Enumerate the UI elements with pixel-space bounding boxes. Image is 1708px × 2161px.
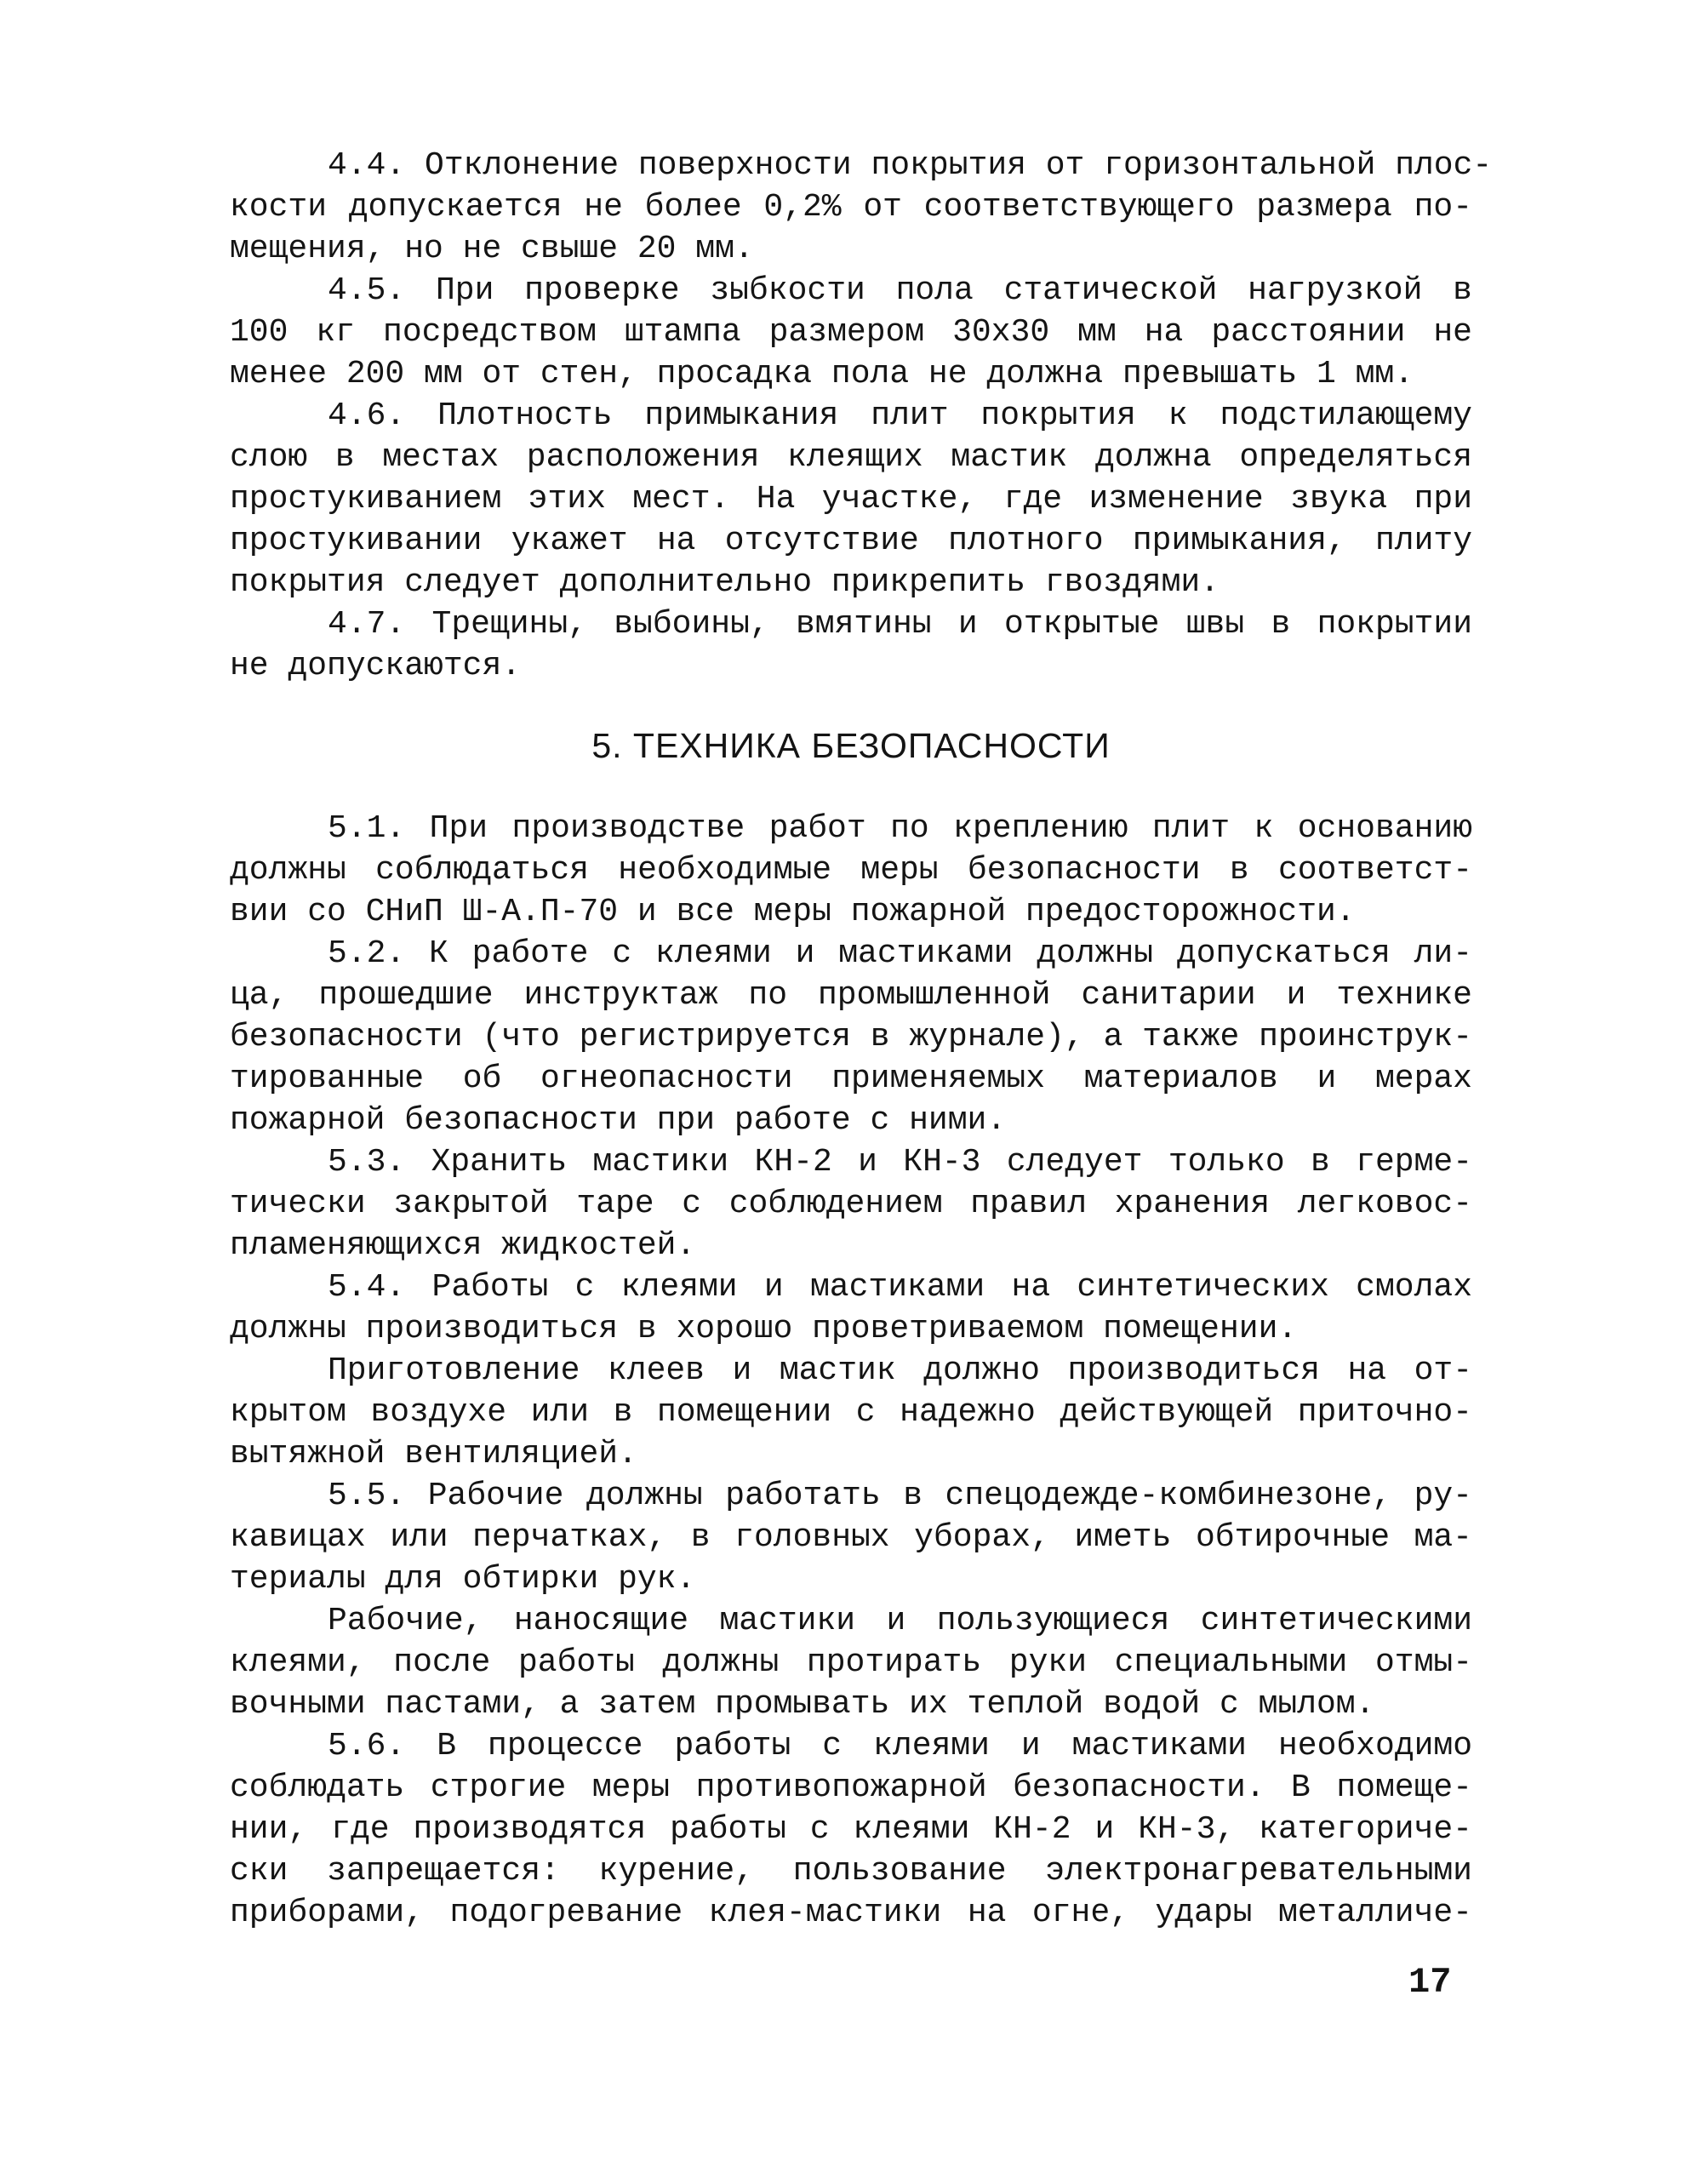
text-line: безопасности (что регистрируется в журнале), а также проинструк- — [230, 1019, 1472, 1055]
text-line: кости допускается не более 0,2% от соответствующего размера по- — [230, 189, 1472, 226]
paragraph-5-3 — [230, 1141, 1472, 1266]
text-line: 5.5. Рабочие должны работать в спецодежде-комбинезоне, ру- — [328, 1478, 1472, 1514]
paragraph-4-4 — [230, 145, 1493, 270]
text-line: менее 200 мм от стен, просадка пола не должна превышать 1 мм. — [230, 356, 1414, 392]
text-line: ски запрещается: курение, пользование электронагревательными — [230, 1853, 1472, 1889]
paragraph-5-1 — [230, 808, 1472, 933]
paragraph-5-5-continued — [230, 1600, 1472, 1725]
text-line: 5.4. Работы с клеями и мастиками на синтетических смолах — [328, 1269, 1472, 1306]
text-line: 4.6. Плотность примыкания плит покрытия к подстилающему — [328, 397, 1472, 434]
text-line: слою в местах расположения клеящих мастик должна определяться — [230, 439, 1472, 476]
text-line: кавицах или перчатках, в головных уборах, иметь обтирочные ма- — [230, 1519, 1472, 1556]
text-line: 4.5. При проверке зыбкости пола статической нагрузкой в — [328, 272, 1472, 309]
text-line: 4.4. Отклонение поверхности покрытия от горизонтальной плос- — [328, 147, 1493, 184]
text-line: Рабочие, наносящие мастики и пользующиеся синтетическими — [328, 1603, 1472, 1639]
text-line: 4.7. Трещины, выбоины, вмятины и открытые швы в покрытии — [328, 606, 1472, 643]
paragraph-4-6 — [230, 395, 1472, 603]
text-line: вочными пастами, а затем промывать их теплой водой с мылом. — [230, 1686, 1375, 1723]
paragraph-5-5 — [230, 1475, 1472, 1600]
text-line: пламеняющихся жидкостей. — [230, 1227, 696, 1264]
text-line: простукиванием этих мест. На участке, где изменение звука при — [230, 481, 1472, 517]
text-line: 100 кг посредством штампа размером 30х30 мм на расстоянии не — [230, 314, 1472, 351]
text-line: нии, где производятся работы с клеями КН-2 и КН-3, категориче- — [230, 1811, 1472, 1848]
section-heading: 5. ТЕХНИКА БЕЗОПАСНОСТИ — [591, 726, 1111, 765]
text-line: териалы для обтирки рук. — [230, 1561, 696, 1598]
text-line: ца, прошедшие инструктаж по промышленной санитарии и технике — [230, 977, 1472, 1014]
text-line: мещения, но не свыше 20 мм. — [230, 231, 754, 267]
text-line: крытом воздухе или в помещении с надежно действующей приточно- — [230, 1394, 1472, 1431]
text-line: клеями, после работы должны протирать руки специальными отмы- — [230, 1644, 1472, 1681]
text-line: должны производиться в хорошо проветриваемом помещении. — [230, 1311, 1298, 1347]
text-line: вытяжной вентиляцией. — [230, 1436, 637, 1472]
paragraph-5-4-continued — [230, 1350, 1472, 1475]
paragraph-4-7 — [230, 603, 1472, 687]
text-line: простукивании укажет на отсутствие плотного примыкания, плиту — [230, 523, 1472, 559]
text-line: не допускаются. — [230, 648, 522, 684]
text-line: 5.2. К работе с клеями и мастиками должны допускаться ли- — [328, 935, 1472, 972]
text-line: 5.6. В процессе работы с клеями и мастиками необходимо — [328, 1728, 1472, 1764]
text-line: должны соблюдаться необходимые меры безопасности в соответст- — [230, 852, 1472, 889]
text-line: 5.3. Хранить мастики КН-2 и КН-3 следует только в герме- — [328, 1144, 1472, 1181]
paragraph-5-2 — [230, 933, 1472, 1141]
text-line: покрытия следует дополнительно прикрепить гвоздями. — [230, 564, 1220, 601]
text-line: пожарной безопасности при работе с ними. — [230, 1102, 1007, 1139]
document-page — [230, 145, 1493, 1934]
text-line: тически закрытой таре с соблюдением правил хранения легковос- — [230, 1186, 1472, 1222]
text-line: 5.1. При производстве работ по креплению плит к основанию — [328, 810, 1472, 847]
paragraph-5-4 — [230, 1266, 1472, 1350]
text-line: Приготовление клеев и мастик должно производиться на от- — [328, 1352, 1472, 1389]
text-line: вии со СНиП Ш-А.П-70 и все меры пожарной предосторожности. — [230, 894, 1356, 930]
paragraph-5-6 — [230, 1725, 1472, 1934]
paragraph-4-5 — [230, 270, 1472, 395]
page-number: 17 — [1408, 1962, 1452, 2003]
text-line: тированные об огнеопасности применяемых материалов и мерах — [230, 1060, 1472, 1097]
text-line: приборами, подогревание клея-мастики на огне, удары металличе- — [230, 1895, 1472, 1931]
text-line: соблюдать строгие меры противопожарной безопасности. В помеще- — [230, 1769, 1472, 1806]
